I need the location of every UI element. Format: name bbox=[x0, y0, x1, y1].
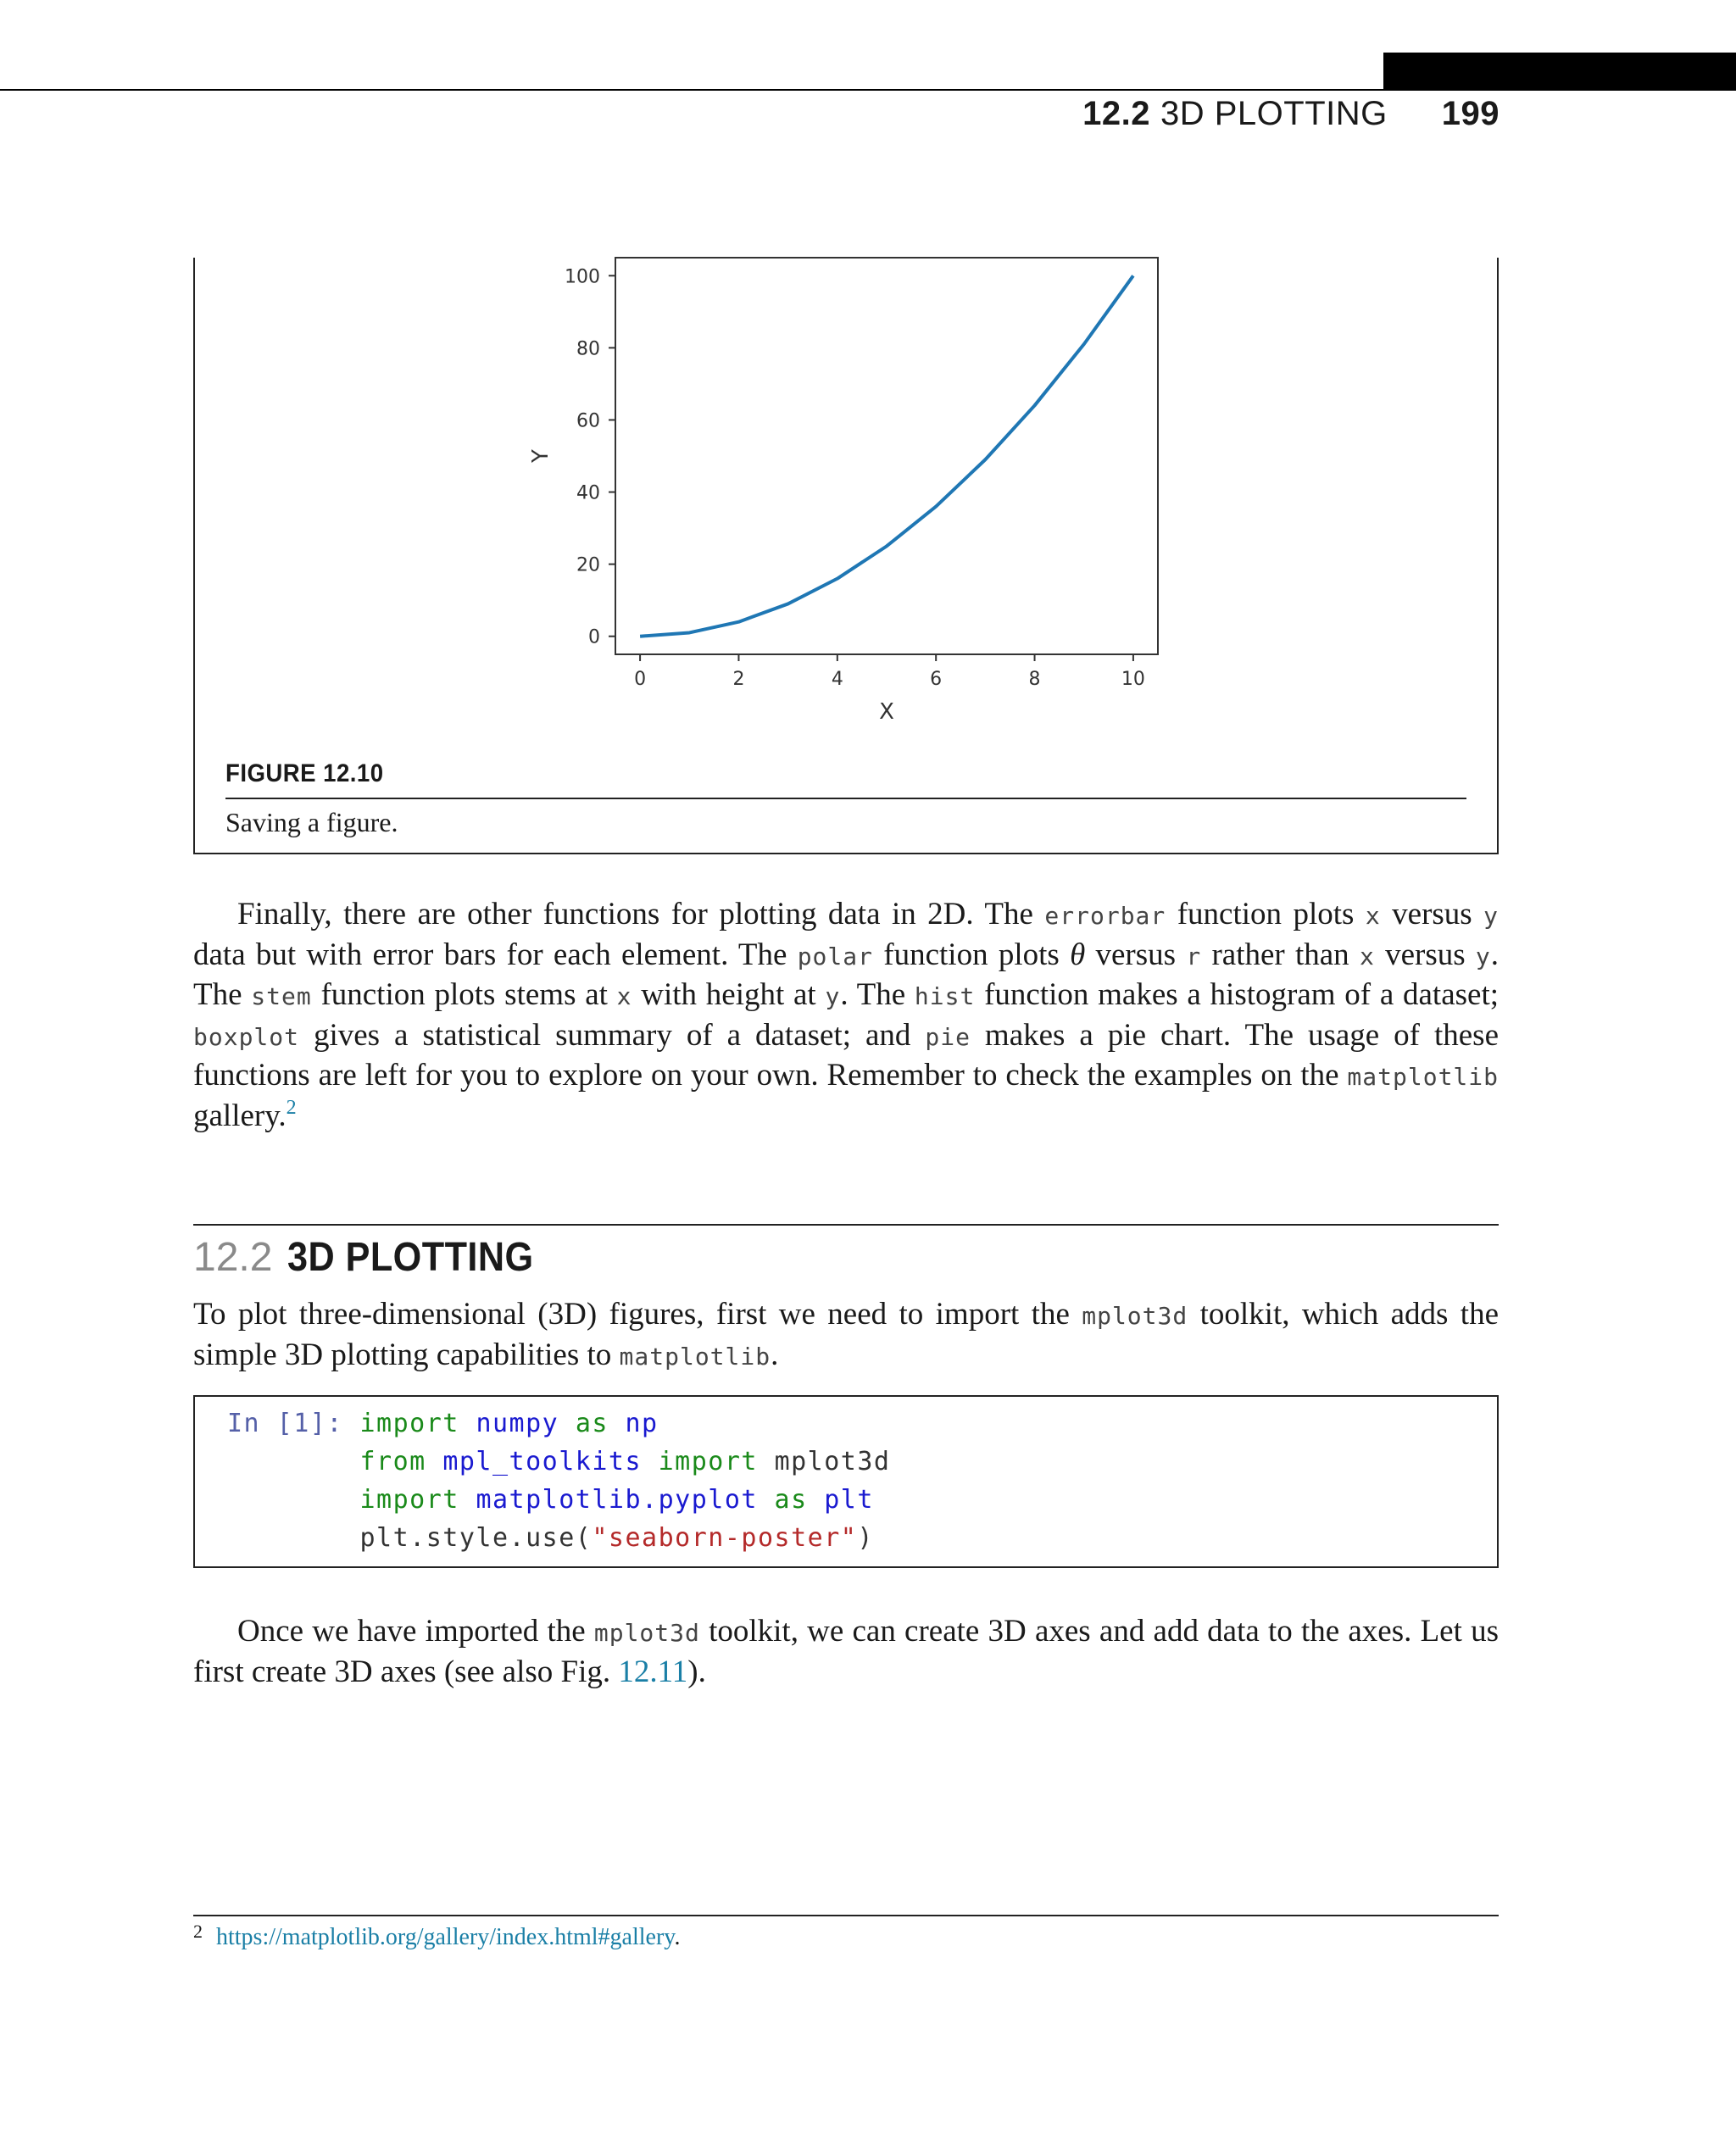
code-x: x bbox=[616, 982, 632, 1010]
code-r: r bbox=[1186, 942, 1202, 970]
footnote-rule bbox=[193, 1915, 1499, 1916]
x-axis-label: X bbox=[879, 699, 894, 725]
text: . The bbox=[840, 977, 915, 1012]
y-tick-label: 60 bbox=[576, 410, 600, 432]
text: gives a statistical summary of a dataset; and bbox=[299, 1017, 926, 1053]
y-tick-label: 100 bbox=[565, 266, 600, 288]
section-rule bbox=[193, 1224, 1499, 1226]
code-keyword: from bbox=[359, 1447, 426, 1476]
code-module: numpy bbox=[476, 1409, 559, 1438]
figure-ref-link[interactable]: 12.11 bbox=[618, 1654, 688, 1689]
code-alias: np bbox=[625, 1409, 659, 1438]
y-tick-label: 40 bbox=[576, 482, 600, 504]
figure-caption: Saving a figure. bbox=[225, 807, 398, 837]
data-point bbox=[1034, 405, 1035, 406]
code-matplotlib: matplotlib bbox=[619, 1342, 771, 1371]
code-keyword: import bbox=[359, 1409, 459, 1438]
code-punctuation: ) bbox=[857, 1523, 874, 1553]
text: . bbox=[771, 1337, 779, 1372]
code-pie: pie bbox=[925, 1022, 971, 1051]
body-paragraph-intro-3d bbox=[193, 1295, 1499, 1376]
data-point bbox=[689, 632, 690, 633]
x-tick-label: 0 bbox=[634, 669, 647, 690]
code-matplotlib: matplotlib bbox=[1347, 1063, 1499, 1091]
code-keyword: as bbox=[774, 1485, 808, 1515]
y-axis-label: Y bbox=[528, 449, 554, 463]
running-head bbox=[1082, 95, 1500, 133]
code-stem: stem bbox=[251, 982, 312, 1010]
line-chart bbox=[509, 251, 1170, 726]
data-point bbox=[1132, 275, 1133, 276]
page-number: 199 bbox=[1441, 95, 1500, 132]
code-module: matplotlib.pyplot bbox=[476, 1485, 758, 1515]
code-keyword: as bbox=[575, 1409, 609, 1438]
text: . The bbox=[193, 937, 1499, 1012]
footnote bbox=[193, 1921, 680, 1951]
text: data but with error bars for each element. The bbox=[193, 937, 798, 972]
code-boxplot: boxplot bbox=[193, 1022, 300, 1051]
theta-symbol: θ bbox=[1070, 937, 1086, 972]
code-line-3 bbox=[227, 1485, 874, 1515]
text: function plots bbox=[1166, 897, 1366, 931]
section-title: 3D PLOTTING bbox=[287, 1235, 534, 1280]
text: toolkit, we can create 3D axes and add data to the axes. Let us first create 3D axes (see also Fig. bbox=[193, 1614, 1499, 1689]
code-line-2 bbox=[227, 1447, 891, 1476]
code-keyword: import bbox=[359, 1485, 459, 1515]
body-paragraph-plot-functions bbox=[193, 895, 1499, 1135]
code-x: x bbox=[1359, 942, 1375, 970]
text: function plots stems at bbox=[311, 977, 617, 1012]
running-head-section-title: 3D PLOTTING bbox=[1160, 95, 1388, 132]
code-errorbar: errorbar bbox=[1044, 902, 1166, 930]
plot-frame bbox=[615, 258, 1158, 654]
code-line-1 bbox=[227, 1409, 659, 1438]
code-y: y bbox=[825, 982, 841, 1010]
x-tick-label: 6 bbox=[930, 669, 943, 690]
y-tick-label: 80 bbox=[576, 338, 600, 360]
text: function makes a histogram of a dataset; bbox=[975, 977, 1500, 1012]
body-paragraph-create-axes bbox=[193, 1612, 1499, 1691]
code-mplot3d: mplot3d bbox=[593, 1619, 700, 1647]
code-string: "seaborn-poster" bbox=[592, 1523, 858, 1553]
code-cell bbox=[193, 1395, 1499, 1568]
text: versus bbox=[1374, 937, 1476, 972]
series-line bbox=[640, 275, 1133, 636]
header-rule bbox=[0, 89, 1736, 91]
text: To plot three-dimensional (3D) figures, first we need to import the bbox=[193, 1297, 1082, 1332]
text: toolkit, which adds the simple 3D plotting capabilities to bbox=[193, 1297, 1499, 1372]
footnote-url-link[interactable]: https://matplotlib.org/gallery/index.html#gallery bbox=[216, 1924, 675, 1950]
code-polar: polar bbox=[797, 942, 873, 970]
x-tick-label: 8 bbox=[1028, 669, 1041, 690]
y-tick-label: 20 bbox=[576, 554, 600, 576]
text: Finally, there are other functions for plotting data in 2D. The bbox=[237, 897, 1045, 931]
text: versus bbox=[1380, 897, 1484, 931]
footnote-number: 2 bbox=[193, 1921, 203, 1942]
code-line-4 bbox=[227, 1523, 874, 1553]
text: Once we have imported the bbox=[237, 1614, 594, 1649]
text: makes a pie chart. The usage of these functions are left for you to explore on your own. Remember to check the examples on the bbox=[193, 1017, 1499, 1093]
text: versus bbox=[1085, 937, 1187, 972]
text: with height at bbox=[632, 977, 826, 1012]
code-keyword: import bbox=[658, 1447, 758, 1476]
code-identifier: mplot3d bbox=[774, 1447, 891, 1476]
code-hist: hist bbox=[914, 982, 976, 1010]
section-number: 12.2 bbox=[193, 1235, 273, 1280]
code-alias: plt bbox=[824, 1485, 874, 1515]
code-module: mpl_toolkits bbox=[442, 1447, 643, 1476]
code-y: y bbox=[1483, 902, 1500, 930]
code-x: x bbox=[1365, 902, 1381, 930]
text: ). bbox=[687, 1654, 706, 1689]
text: . bbox=[674, 1924, 681, 1950]
footnote-ref-link[interactable]: 2 bbox=[286, 1096, 297, 1119]
code-y: y bbox=[1475, 942, 1491, 970]
data-point bbox=[1083, 344, 1084, 345]
figure-rule bbox=[225, 798, 1466, 799]
text: gallery. bbox=[193, 1098, 287, 1133]
data-point bbox=[640, 636, 641, 637]
x-tick-label: 2 bbox=[732, 669, 745, 690]
code-mplot3d: mplot3d bbox=[1082, 1302, 1188, 1330]
x-tick-label: 4 bbox=[831, 669, 843, 690]
header-black-bar bbox=[1383, 53, 1736, 90]
section-heading bbox=[193, 1234, 561, 1281]
figure-label: FIGURE 12.10 bbox=[225, 759, 384, 787]
text: function plots bbox=[873, 937, 1071, 972]
data-point bbox=[787, 603, 788, 604]
y-tick-label: 0 bbox=[588, 626, 600, 648]
x-tick-label: 10 bbox=[1121, 669, 1145, 690]
code-prompt: In [1]: bbox=[227, 1409, 343, 1438]
text: rather than bbox=[1201, 937, 1360, 972]
data-point bbox=[936, 506, 937, 507]
code-identifier: plt.style.use( bbox=[359, 1523, 593, 1553]
running-head-section-number: 12.2 bbox=[1082, 95, 1150, 132]
data-point bbox=[738, 621, 739, 622]
data-point bbox=[985, 459, 986, 460]
